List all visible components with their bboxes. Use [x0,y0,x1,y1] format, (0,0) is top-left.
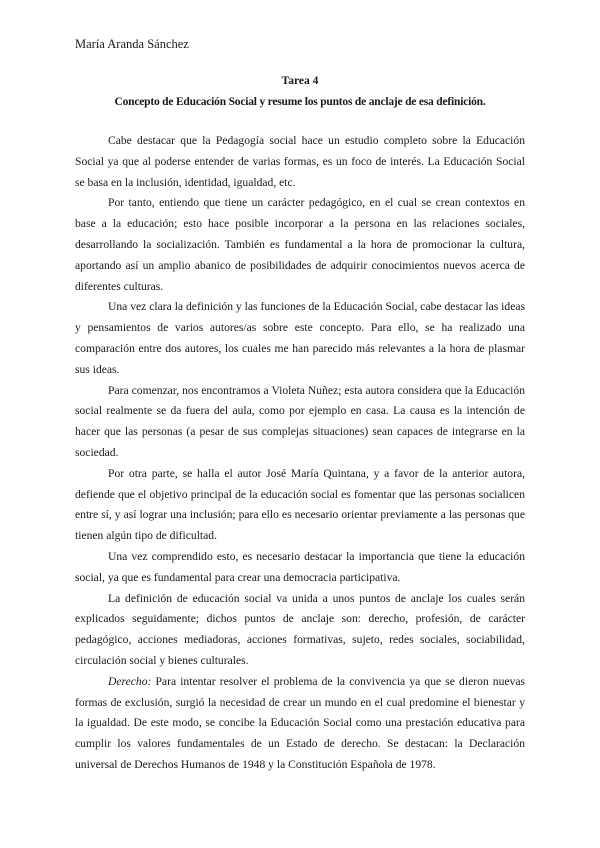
derecho-lead: Derecho: [108,674,152,688]
task-title: Tarea 4 [281,75,319,87]
paragraph-violeta-nunez: Para comenzar, nos encontramos a Violeta Nuñez; esta autora considera que la Educación social realmente se da fuera del aula, como por ejemplo en casa. La causa es la intención de hacer que las personas (a pesar de sus complejas situaciones) sean capaces de integrarse en la sociedad. [75,383,525,459]
paragraph-importance: Una vez comprendido esto, es necesario destacar la importancia que tiene la educación social, ya que es fundamental para crear una democracia participativa. [75,549,525,584]
paragraph-anchor-points: La definición de educación social va unida a unos puntos de anclaje los cuales serán explicados seguidamente; dichos puntos de anclaje son: derecho, profesión, de carácter pedagógico, acciones mediadoras, acciones formativas, sujeto, redes sociales, sociabilidad, circulación social y bienes culturales. [75,591,525,667]
paragraph-authors-comparison: Una vez clara la definición y las funciones de la Educación Social, cabe destacar las ideas y pensamientos de varios autores/as sobre este concepto. Para ello, se ha realizado una comparación entre dos autores, los cuales me han parecido más relevantes a la hora de plasmar sus ideas. [75,300,525,376]
paragraph-jose-maria-quintana: Por otra parte, se halla el autor José María Quintana, y a favor de la anterior autora, defiende que el objetivo principal de la educación social es fomentar que las personas socialicen entre sí, y así lograr una inclusión; para ello es necesario orientar previamente a las personas que tienen algún tipo de dificultad. [75,466,525,543]
paragraph-derecho [75,672,525,776]
paragraph-pedagogical-character: Por tanto, entiendo que tiene un carácter pedagógico, en el cual se crean contextos en base a la educación; esto hace posible incorporar a la persona en las relaciones sociales, desarrollando la socialización. También es fundamental a la hora de promocionar la cultura, aportando así un amplio abanico de posibilidades de adquirir conocimientos nuevos acerca de diferentes culturas. [75,196,525,293]
author-name: María Aranda Sánchez [75,37,189,51]
paragraph-intro: Cabe destacar que la Pedagogía social hace un estudio completo sobre la Educación Social ya que al poderse entender de varias formas, es un foco de interés. La Educación Social se basa en la inclusión, identidad, igualdad, etc. [75,134,525,189]
task-subtitle: Concepto de Educación Social y resume los puntos de anclaje de esa definición. [114,96,486,108]
derecho-text: Para intentar resolver el problema de la convivencia ya que se dieron nuevas formas de exclusión, surgió la necesidad de crear un mundo en el cual predomine el bienestar y la igualdad. De este modo, se concibe la Educación Social como una prestación educativa para cumplir los valores fundamentales de un Estado de derecho. Se destacan: la Declaración universal de Derechos Humanos de 1948 y la Constitución Española de 1978. [75,674,525,771]
document-body [75,131,525,776]
